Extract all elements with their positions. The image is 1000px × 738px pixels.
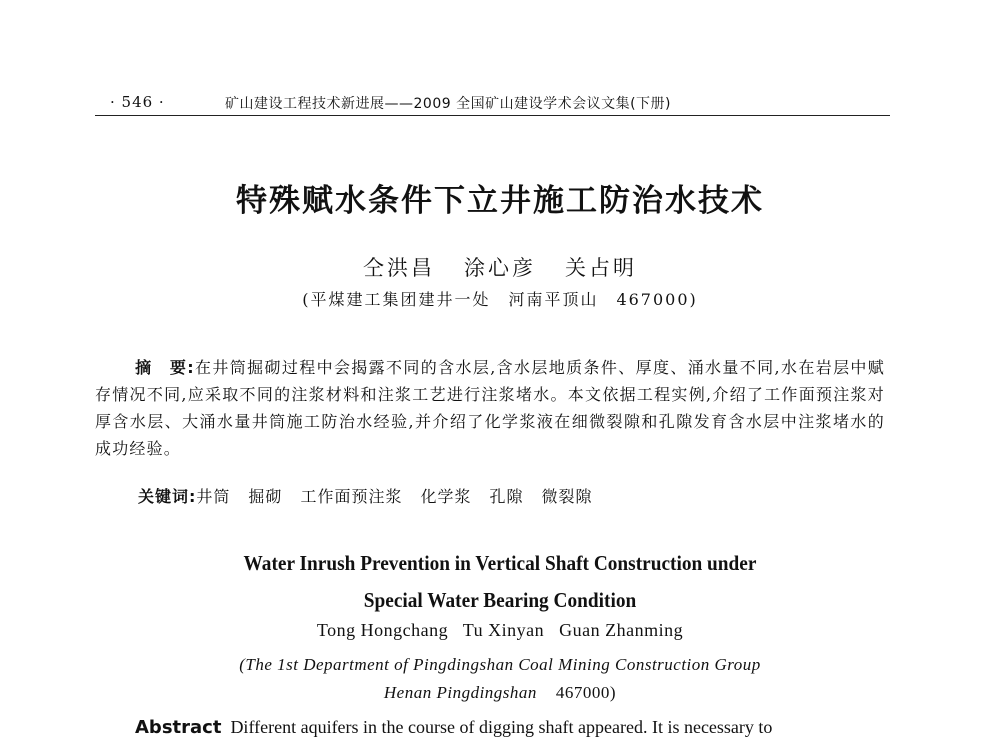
abstract-en xyxy=(135,717,895,738)
abstract-cn xyxy=(95,354,885,462)
abstract-text-cn: 在井筒掘砌过程中会揭露不同的含水层,含水层地质条件、厚度、涌水量不同,水在岩层中赋存情况不同,应采取不同的注浆材料和注浆工艺进行注浆堵水。本文依据工程实例,介绍了工作面预注浆对厚含水层、大涌水量井筒施工防治水经验,并介绍了化学浆液在细微裂隙和孔隙发育含水层中注浆堵水的成功经验。 xyxy=(95,358,885,458)
running-header xyxy=(95,85,890,116)
paper-title-cn: 特殊赋水条件下立井施工防治水技术 xyxy=(236,183,764,219)
keyword: 工作面预注浆 xyxy=(300,487,403,506)
page-number: · 546 · xyxy=(110,93,165,111)
author-en: Guan Zhanming xyxy=(559,620,684,640)
paper-title-en xyxy=(40,545,960,619)
keyword: 化学浆 xyxy=(420,487,472,506)
abstract-label-cn: 摘 要: xyxy=(135,358,195,377)
affiliation-cn: (平煤建工集团建井一处 河南平顶山 467000) xyxy=(302,290,698,309)
keyword: 微裂隙 xyxy=(541,487,593,506)
affiliation-en-line xyxy=(0,679,1000,707)
affiliation-en-postcode: 467000) xyxy=(555,683,617,702)
author-en: Tong Hongchang xyxy=(316,620,449,640)
author-cn: 仝洪昌 xyxy=(362,256,435,280)
author-cn: 涂心彦 xyxy=(464,256,536,280)
keywords-label-cn: 关键词: xyxy=(138,487,197,506)
keywords-cn xyxy=(138,484,888,507)
authors-en xyxy=(0,620,1000,641)
journal-title: 矿山建设工程技术新进展——2009 全国矿山建设学术会议文集(下册) xyxy=(225,96,672,112)
author-en: Tu Xinyan xyxy=(462,620,545,640)
abstract-text-en: Different aquifers in the course of digging shaft appeared. It is necessary to xyxy=(230,717,773,737)
title-en-line: Water Inrush Prevention in Vertical Shaft Construction under xyxy=(243,551,757,575)
keyword: 孔隙 xyxy=(489,487,524,506)
keyword: 井筒 xyxy=(196,487,231,506)
title-en-line: Special Water Bearing Condition xyxy=(363,588,637,612)
affiliation-en xyxy=(0,651,1000,707)
abstract-label-en: Abstract xyxy=(135,717,222,738)
keyword: 掘砌 xyxy=(248,487,283,506)
author-cn: 关占明 xyxy=(565,256,638,280)
affiliation-en-line: (The 1st Department of Pingdingshan Coal Mining Construction Group xyxy=(239,655,761,674)
affiliation-en-place: Henan Pingdingshan xyxy=(383,683,537,702)
authors-cn xyxy=(0,252,1000,282)
